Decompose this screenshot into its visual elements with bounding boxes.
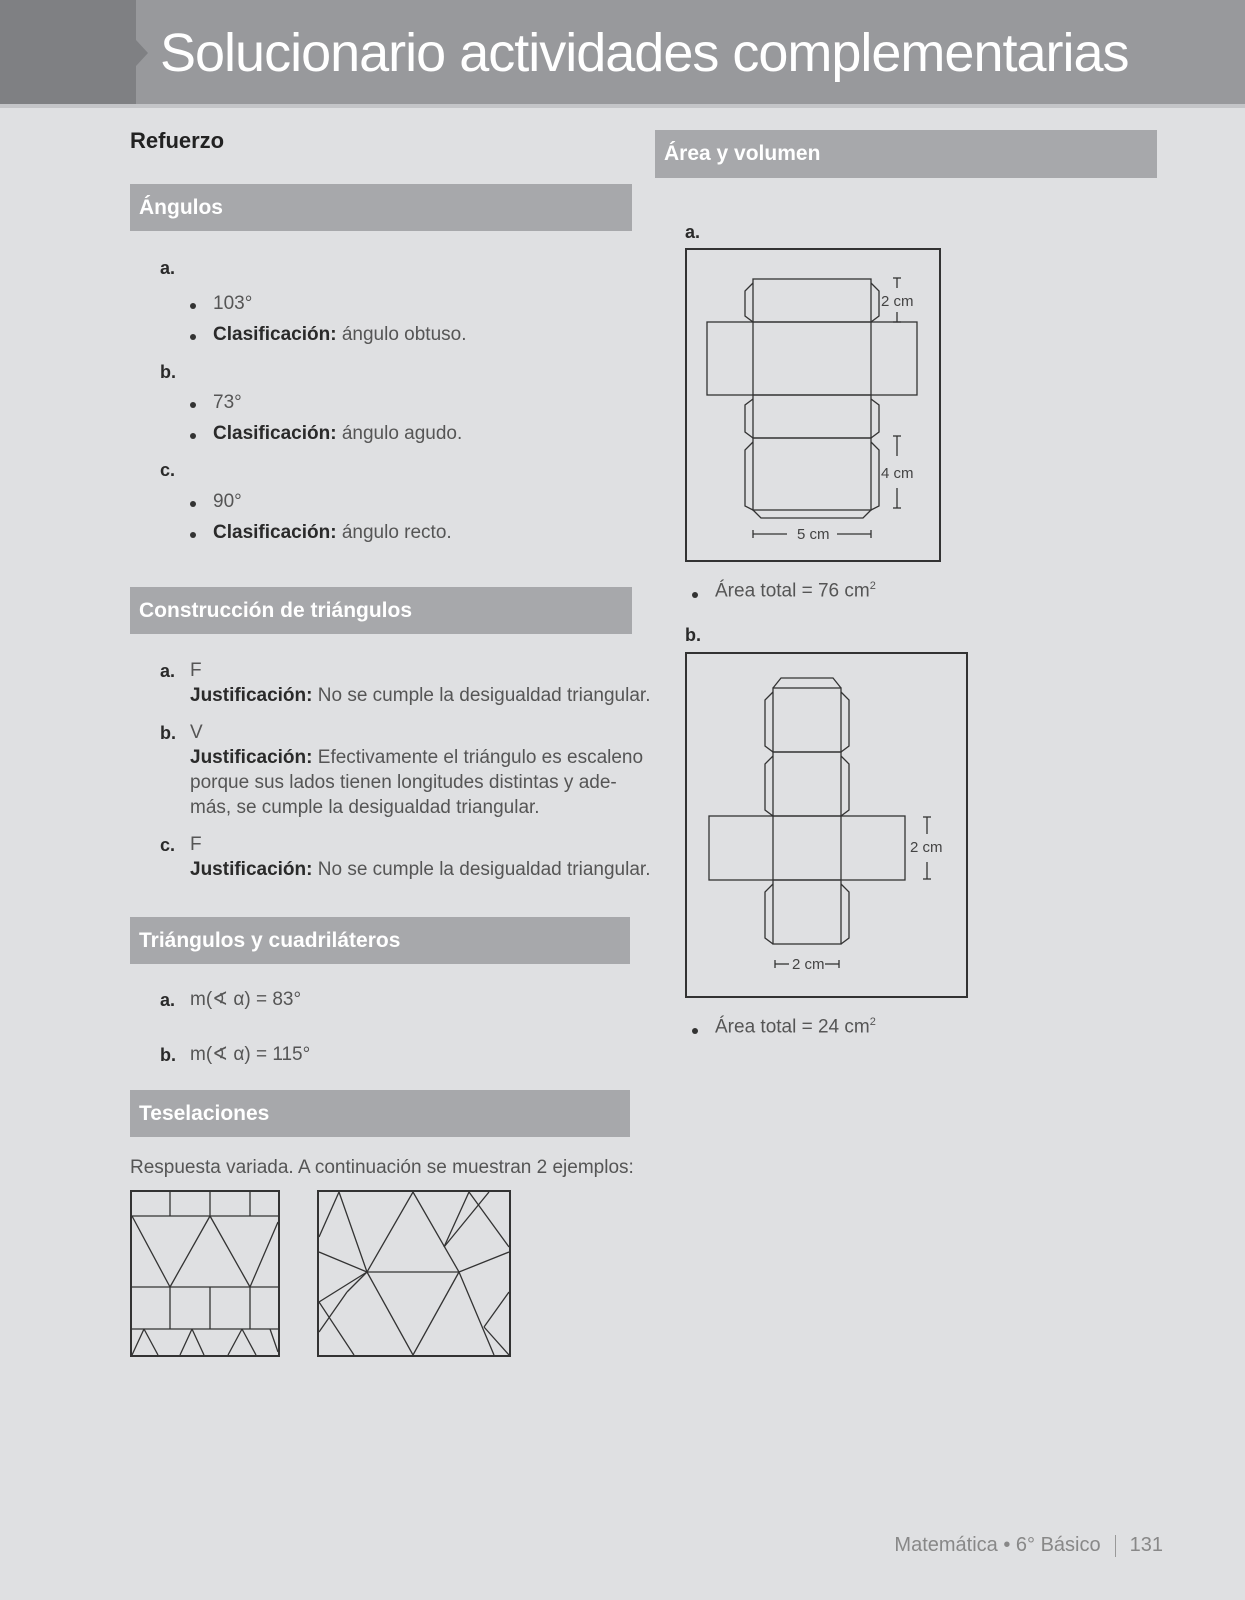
cube-net-drawing xyxy=(687,654,966,996)
prism-net-figure xyxy=(685,248,941,562)
teselacion-example-1 xyxy=(130,1190,280,1357)
dim-side-label: 4 cm xyxy=(881,465,914,482)
footer-subject: Matemática • 6° Básico xyxy=(894,1534,1101,1556)
cube-dim-bottom-label: 2 cm xyxy=(792,956,825,973)
construccion-item-a-justification xyxy=(190,683,650,708)
prism-net-drawing xyxy=(687,250,939,560)
section-construccion-header xyxy=(130,587,632,634)
header-arrow-notch xyxy=(136,40,148,66)
angulos-item-a-class xyxy=(213,324,467,346)
page-number: 131 xyxy=(1129,1534,1163,1556)
angulos-item-c-letter: c. xyxy=(160,460,176,480)
construccion-item-b-justification xyxy=(190,745,644,770)
angulos-item-b-value: 73° xyxy=(213,392,242,413)
footer-divider xyxy=(1115,1535,1116,1557)
cube-net-figure xyxy=(685,652,968,998)
header-shadow xyxy=(0,104,1245,108)
justificacion-text: Efectivamente el triángulo es escaleno xyxy=(317,747,644,768)
bullet xyxy=(190,433,196,439)
area-b-exponent: 2 xyxy=(869,1016,876,1028)
area-item-a-letter: a. xyxy=(685,222,701,242)
construccion-item-c xyxy=(190,832,650,882)
angulos-item-b-letter: b. xyxy=(160,362,176,382)
angulos-item-a-letter: a. xyxy=(160,258,176,278)
header-accent-block xyxy=(0,0,136,106)
bullet xyxy=(692,1028,698,1034)
angulos-item-a-value: 103° xyxy=(213,293,253,314)
teselaciones-text: Respuesta variada. A continuación se muestran 2 ejemplos: xyxy=(130,1157,634,1178)
justificacion-text: No se cumple la desigualdad triangular. xyxy=(317,685,651,706)
cube-dim-side-label: 2 cm xyxy=(910,839,943,856)
construccion-item-c-justification xyxy=(190,857,650,882)
bullet xyxy=(190,402,196,408)
area-item-b-letter: b. xyxy=(685,625,701,645)
clasificacion-value: ángulo agudo. xyxy=(341,423,463,444)
construccion-item-b xyxy=(190,720,644,820)
area-a-result xyxy=(715,580,876,602)
triangulos-item-a-value: m(∢ α) = 83° xyxy=(190,989,302,1010)
section-area-volumen-title: Área y volumen xyxy=(664,142,821,165)
justificacion-label: Justificación: xyxy=(190,685,313,706)
bullet xyxy=(190,334,196,340)
bullet xyxy=(190,532,196,538)
teselacion-example-2 xyxy=(317,1190,511,1357)
construccion-item-a xyxy=(190,658,650,708)
bullet xyxy=(190,501,196,507)
section-triangulos-header xyxy=(130,917,630,964)
area-b-label: Área total = 24 cm xyxy=(715,1016,870,1038)
triangulos-item-b-letter: b. xyxy=(160,1045,176,1065)
section-teselaciones-header xyxy=(130,1090,630,1137)
justificacion-text: No se cumple la desigualdad triangular. xyxy=(317,859,651,880)
construccion-item-b-value: V xyxy=(190,722,203,743)
construccion-item-a-letter: a. xyxy=(160,661,176,681)
construccion-item-b-letter: b. xyxy=(160,723,176,743)
section-triangulos-title: Triángulos y cuadriláteros xyxy=(139,928,401,952)
justificacion-line: porque sus lados tienen longitudes distintas y ade- xyxy=(190,772,617,793)
teselacion-1-drawing xyxy=(132,1192,278,1355)
angulos-item-c-class xyxy=(213,522,452,544)
construccion-item-c-value: F xyxy=(190,834,202,855)
section-angulos-header xyxy=(130,184,632,231)
clasificacion-value: ángulo recto. xyxy=(341,522,452,543)
area-a-label: Área total = 76 cm xyxy=(715,580,870,602)
area-a-exponent: 2 xyxy=(869,580,876,592)
section-area-volumen-header xyxy=(655,130,1157,178)
justificacion-line: más, se cumple la desigualdad triangular. xyxy=(190,797,540,818)
angulos-item-c-value: 90° xyxy=(213,491,242,512)
page-title: Solucionario actividades complementarias xyxy=(160,23,1129,83)
section-angulos-title: Ángulos xyxy=(139,195,223,219)
dim-bottom-label: 5 cm xyxy=(797,526,830,543)
angulos-item-b-class xyxy=(213,423,462,445)
page-footer xyxy=(894,1534,1163,1557)
refuerzo-heading: Refuerzo xyxy=(130,128,225,153)
section-teselaciones-title: Teselaciones xyxy=(139,1101,270,1125)
construccion-item-c-letter: c. xyxy=(160,835,176,855)
area-b-result xyxy=(715,1016,876,1038)
construccion-item-a-value: F xyxy=(190,660,202,681)
clasificacion-label: Clasificación: xyxy=(213,324,337,345)
dim-top-label: 2 cm xyxy=(881,293,914,310)
triangulos-item-b-value: m(∢ α) = 115° xyxy=(190,1044,311,1065)
clasificacion-label: Clasificación: xyxy=(213,423,337,444)
clasificacion-value: ángulo obtuso. xyxy=(341,324,467,345)
justificacion-label: Justificación: xyxy=(190,859,313,880)
teselacion-2-drawing xyxy=(319,1192,509,1355)
bullet xyxy=(190,303,196,309)
triangulos-item-a-letter: a. xyxy=(160,990,176,1010)
bullet xyxy=(692,592,698,598)
clasificacion-label: Clasificación: xyxy=(213,522,337,543)
justificacion-label: Justificación: xyxy=(190,747,313,768)
section-construccion-title: Construcción de triángulos xyxy=(139,598,413,622)
